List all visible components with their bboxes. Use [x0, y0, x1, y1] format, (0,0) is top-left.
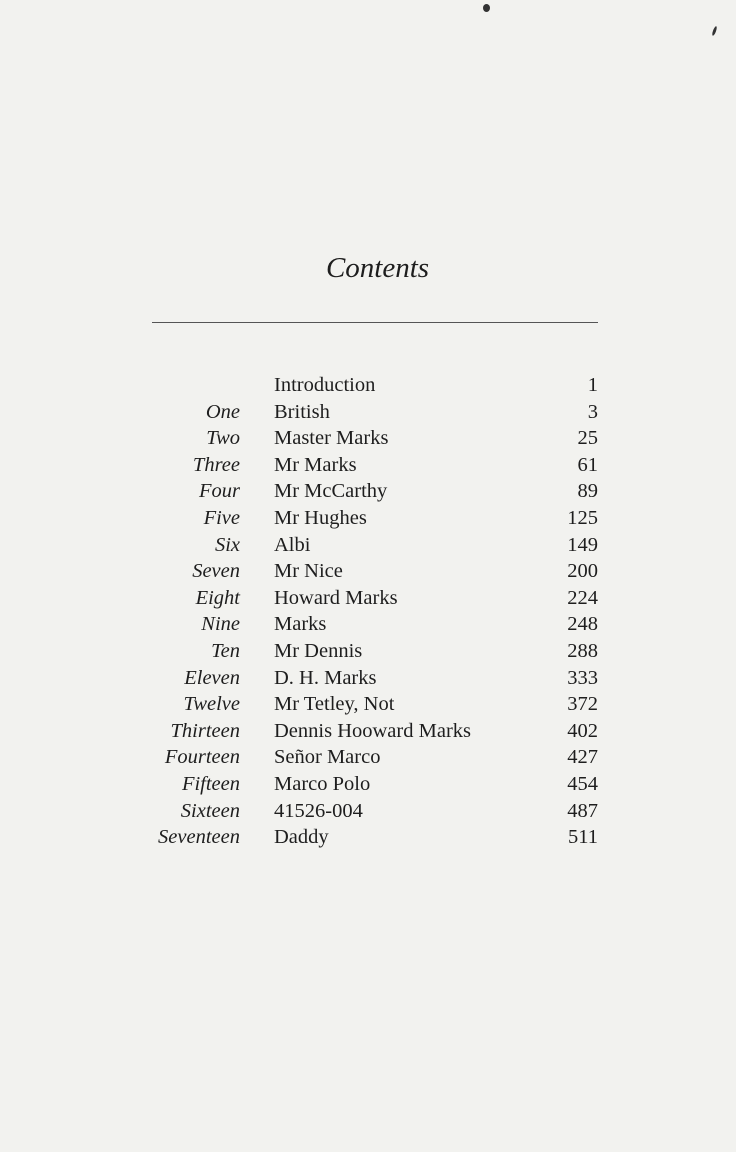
chapter-number: Ten [211, 639, 240, 662]
page-number: 372 [567, 693, 598, 716]
chapter-number: Five [203, 506, 240, 529]
page-number: 200 [567, 560, 598, 583]
page-number: 402 [567, 719, 598, 742]
chapter-title: Howard Marks [274, 586, 398, 609]
toc-entry [0, 638, 736, 665]
toc-entry [0, 798, 736, 825]
chapter-number: Two [206, 427, 240, 450]
chapter-title: Mr Hughes [274, 506, 367, 529]
page-number: 248 [567, 613, 598, 636]
toc-entry [0, 399, 736, 426]
chapter-number: Fifteen [181, 772, 240, 795]
page-number: 487 [567, 799, 598, 822]
page-number: 454 [567, 772, 598, 795]
page-number: 288 [567, 639, 598, 662]
chapter-title: Marco Polo [274, 772, 371, 795]
chapter-title: Mr Marks [274, 453, 357, 476]
ink-mark [711, 26, 717, 36]
chapter-number: Fourteen [164, 746, 240, 769]
toc-entry [0, 478, 736, 505]
page-title: Contents [325, 252, 430, 284]
toc-entry [0, 532, 736, 559]
chapter-title: D. H. Marks [274, 666, 377, 689]
chapter-number: Three [192, 453, 240, 476]
toc-entry [0, 771, 736, 798]
chapter-title: Mr Dennis [274, 639, 363, 662]
toc-entry [0, 691, 736, 718]
chapter-title: 41526-004 [274, 799, 363, 822]
chapter-title: British [274, 400, 330, 423]
page-number: 333 [567, 666, 598, 689]
chapter-title: Introduction [274, 374, 376, 396]
chapter-title: Master Marks [274, 427, 389, 450]
table-of-contents [0, 372, 736, 851]
chapter-number: Seventeen [158, 826, 240, 849]
page-number: 149 [567, 533, 598, 556]
page-number: 125 [567, 506, 598, 529]
chapter-title: Mr Nice [274, 560, 343, 583]
toc-entry [0, 744, 736, 771]
chapter-title: Mr McCarthy [274, 480, 388, 503]
chapter-number: Eleven [184, 666, 240, 689]
toc-entry [0, 558, 736, 585]
chapter-number: Six [214, 533, 240, 556]
title-divider [152, 322, 598, 323]
ink-speck [483, 4, 490, 12]
page-number: 427 [567, 746, 598, 769]
chapter-title: Mr Tetley, Not [274, 693, 395, 716]
page-number: 511 [568, 826, 598, 849]
page-number: 89 [577, 480, 598, 503]
chapter-number: Four [199, 480, 240, 503]
chapter-title: Señor Marco [274, 746, 381, 769]
chapter-title: Daddy [274, 826, 329, 849]
page-number: 61 [577, 453, 598, 476]
chapter-title: Marks [274, 613, 327, 636]
toc-entry [0, 505, 736, 532]
page-number: 224 [567, 586, 598, 609]
chapter-number: One [205, 400, 240, 423]
page-number: 25 [577, 427, 598, 450]
chapter-title: Dennis Hooward Marks [274, 719, 471, 742]
page-number: 3 [587, 400, 598, 423]
page-number: 1 [587, 374, 598, 396]
toc-entry [0, 824, 736, 851]
chapter-number: Nine [201, 613, 240, 636]
toc-entry [0, 425, 736, 452]
chapter-number: Thirteen [170, 719, 240, 742]
toc-entry [0, 585, 736, 612]
chapter-number: Eight [195, 586, 240, 609]
chapter-number: Seven [192, 560, 240, 583]
chapter-title: Albi [274, 533, 311, 556]
chapter-number: Twelve [183, 693, 240, 716]
toc-entry [0, 372, 736, 399]
toc-entry [0, 665, 736, 692]
toc-entry [0, 611, 736, 638]
chapter-number: Sixteen [180, 799, 240, 822]
toc-entry [0, 718, 736, 745]
toc-entry [0, 452, 736, 479]
